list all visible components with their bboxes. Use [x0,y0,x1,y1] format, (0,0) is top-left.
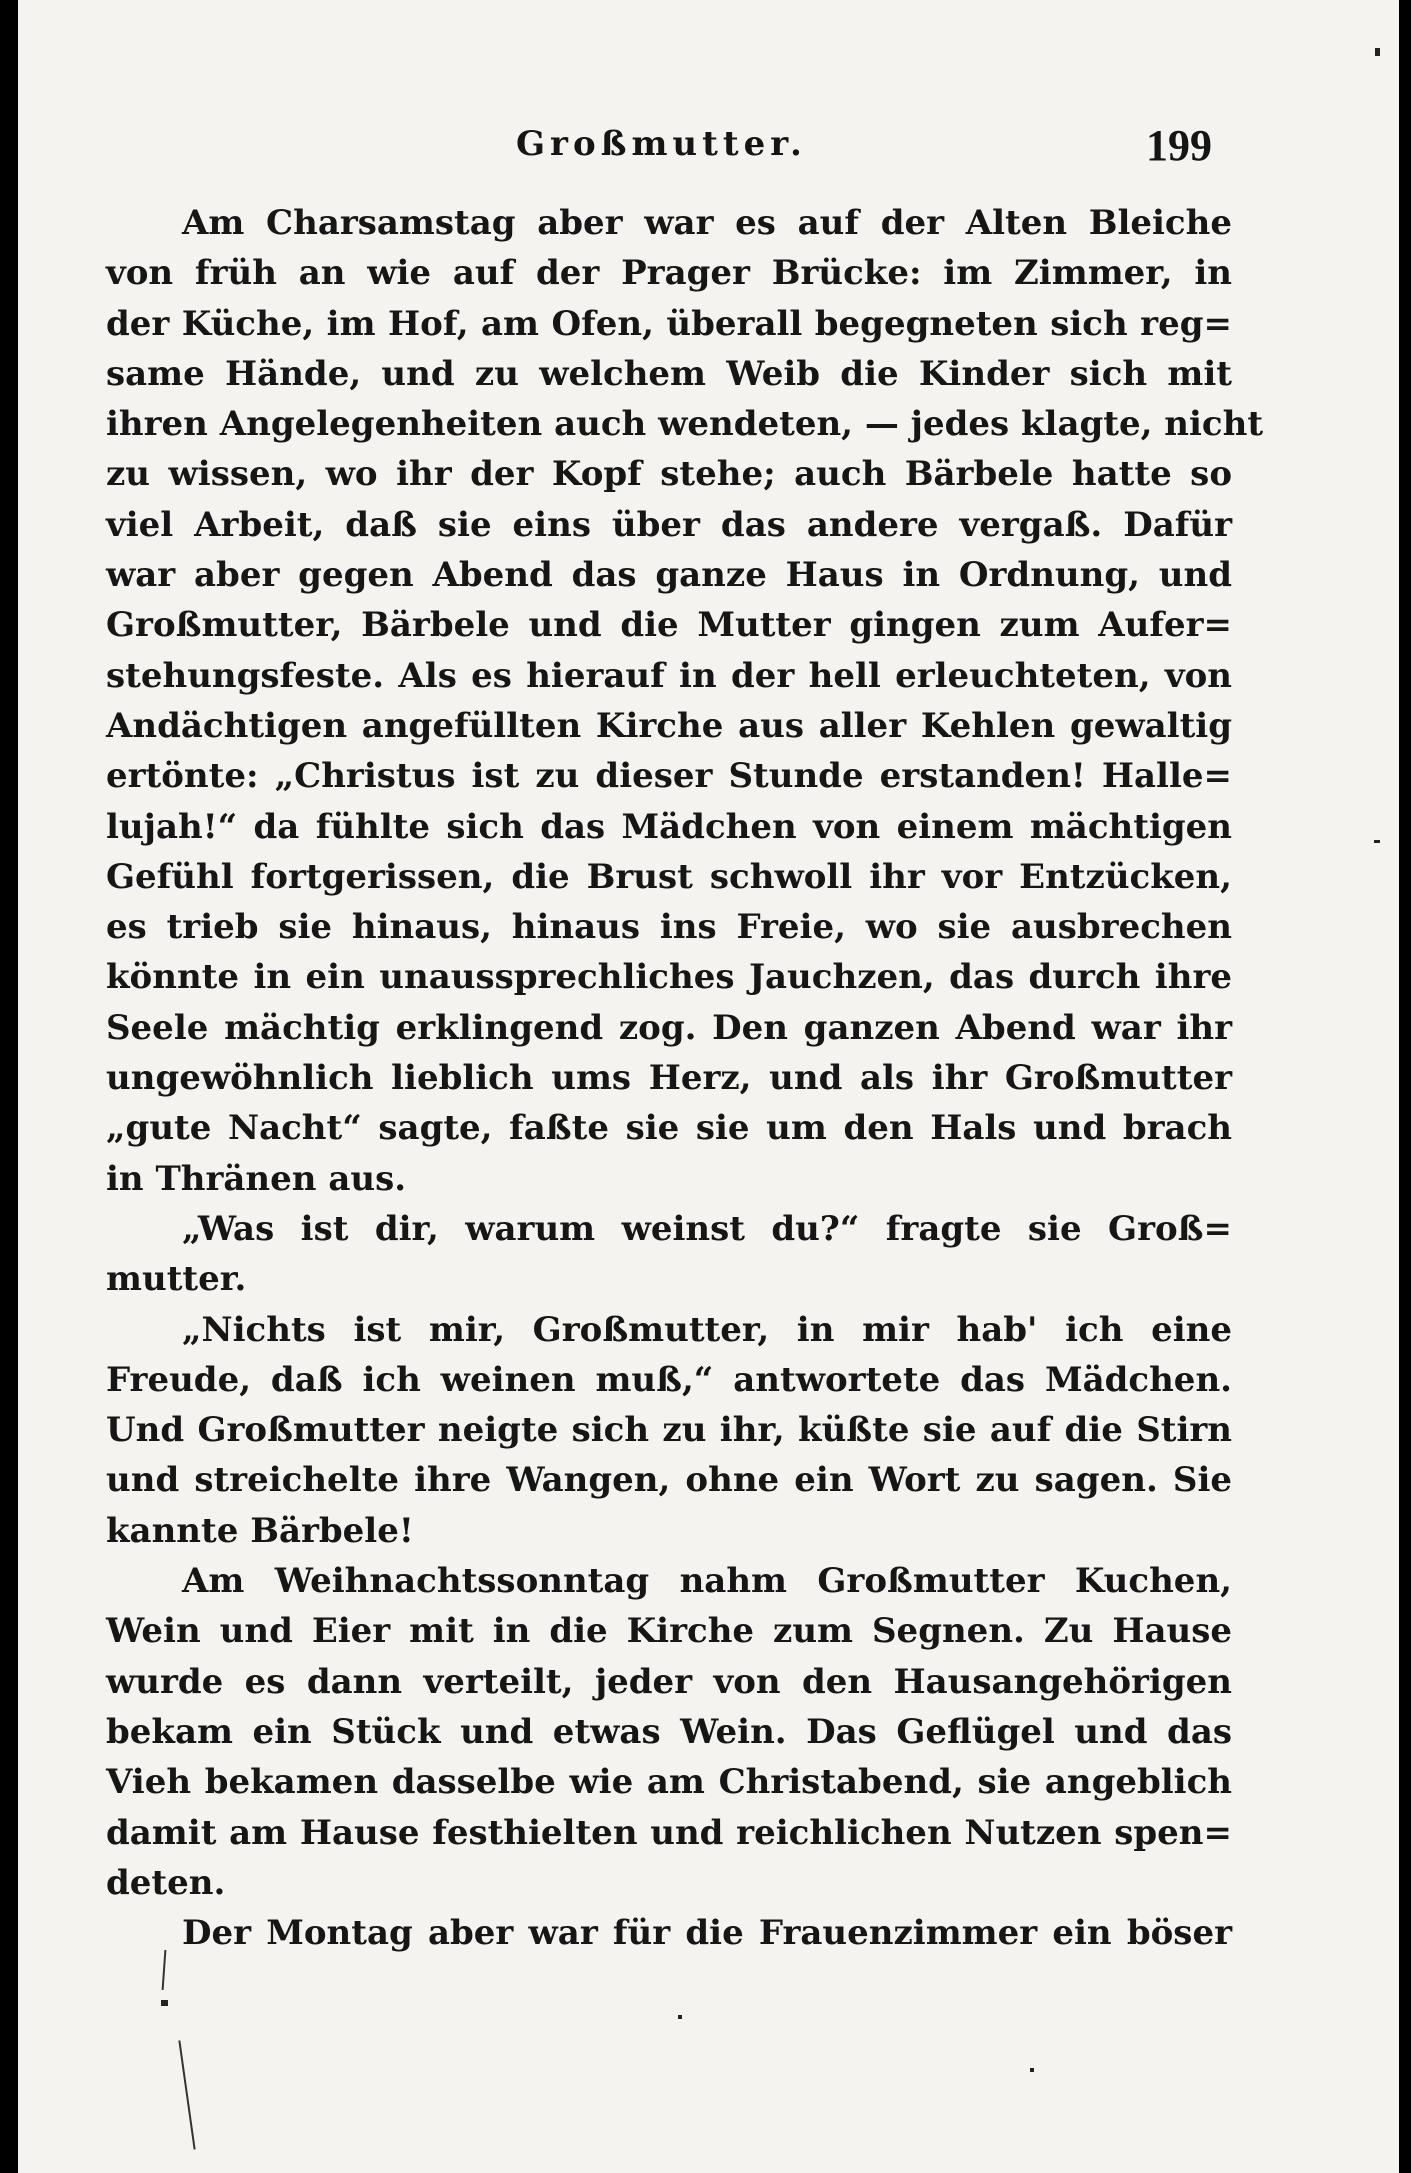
text-line: Großmutter, Bärbele und die Mutter gingen zum Aufer= [106,605,1232,646]
text-line: Freude, daß ich weinen muß,“ antwortete das Mädchen. [106,1359,1232,1400]
text-line: zu wissen, wo ihr der Kopf stehe; auch Bärbele hatte so [106,454,1232,495]
text-line: kannte Bärbele! [106,1510,414,1551]
scan-speck [678,2015,682,2019]
scan-speck [1375,48,1380,56]
text-line: Und Großmutter neigte sich zu ihr, küßte sie auf die Stirn [106,1410,1232,1451]
text-line: mutter. [106,1259,247,1300]
text-line: und streichelte ihre Wangen, ohne ein Wort zu sagen. Sie [106,1460,1232,1501]
text-line: war aber gegen Abend das ganze Haus in Ordnung, und [106,555,1232,596]
text-line: in Thränen aus. [106,1158,407,1199]
text-line: same Hände, und zu welchem Weib die Kinder sich mit [106,353,1232,394]
text-line: Der Montag aber war für die Frauenzimmer ein böser [182,1913,1232,1954]
text-line: Am Weihnachtssonntag nahm Großmutter Kuchen, [182,1561,1232,1602]
text-line: viel Arbeit, daß sie eins über das andere vergaß. Dafür [106,504,1232,545]
text-line: ertönte: „Christus ist zu dieser Stunde erstanden! Halle= [106,756,1232,797]
text-line: der Küche, im Hof, am Ofen, überall begegneten sich reg= [106,303,1232,344]
text-line: stehungsfeste. Als es hierauf in der hell erleuchteten, von [106,655,1232,696]
text-line: „Was ist dir, warum weinst du?“ fragte sie Groß= [182,1208,1232,1249]
text-line: Wein und Eier mit in die Kirche zum Segnen. Zu Hause [106,1611,1232,1652]
scan-speck [1030,2068,1034,2072]
text-line: bekam ein Stück und etwas Wein. Das Geflügel und das [106,1711,1232,1752]
text-line: es trieb sie hinaus, hinaus ins Freie, wo sie ausbrechen [106,907,1232,948]
text-line: lujah!“ da fühlte sich das Mädchen von einem mächtigen [106,806,1232,847]
text-line: damit am Hause festhielten und reichlichen Nutzen spen= [106,1812,1232,1853]
text-line: „gute Nacht“ sagte, faßte sie sie um den Hals und brach [106,1108,1232,1149]
scan-line [178,2040,195,2149]
text-line: ungewöhnlich lieblich ums Herz, und als ihr Großmutter [106,1058,1232,1099]
text-line: „Nichts ist mir, Großmutter, in mir hab' ich eine [182,1309,1232,1350]
text-line: ihren Angelegenheiten auch wendeten, — jedes klagte, nicht [106,404,1264,445]
page-number: 199 [1146,121,1212,170]
book-page [18,0,1399,2173]
running-title: Großmutter. [516,124,807,164]
text-line: könnte in ein unaussprechliches Jauchzen, das durch ihre [106,957,1232,998]
scan-speck [1374,840,1380,843]
text-line: Vieh bekamen dasselbe wie am Christabend, sie angeblich [106,1762,1232,1803]
text-line: von früh an wie auf der Prager Brücke: im Zimmer, in [106,253,1232,294]
page-header [18,121,1399,184]
body-text [106,198,1264,1958]
text-line: wurde es dann verteilt, jeder von den Hausangehörigen [106,1661,1232,1702]
text-line: Andächtigen angefüllten Kirche aus aller Kehlen gewaltig [106,705,1232,746]
text-line: deten. [106,1862,226,1903]
text-line: Am Charsamstag aber war es auf der Alten Bleiche [182,203,1232,243]
text-line: Gefühl fortgerissen, die Brust schwoll ihr vor Entzücken, [106,856,1232,897]
scan-speck [161,2000,168,2006]
text-line: Seele mächtig erklingend zog. Den ganzen Abend war ihr [106,1007,1232,1048]
